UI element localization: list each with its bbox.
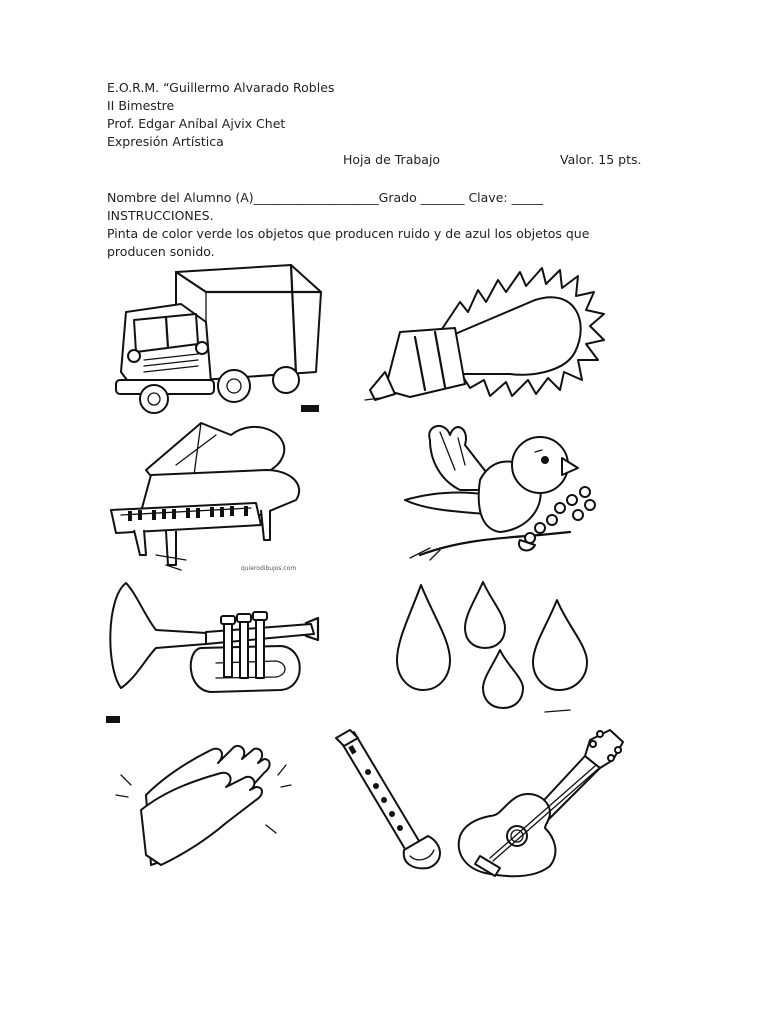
teacher-name: Prof. Edgar Aníbal Ajvix Chet [107, 116, 286, 131]
truck-icon [106, 262, 326, 417]
subject: Expresión Artística [107, 134, 224, 149]
piano-credit: quierodibujos.com [241, 565, 297, 572]
flute-icon [332, 728, 447, 878]
instructions-line-1: Pinta de color verde los objetos que producen ruido y de azul los objetos que [107, 226, 590, 241]
trumpet-icon [106, 578, 321, 728]
piano-icon [106, 415, 321, 575]
raindrops-icon [395, 580, 595, 720]
term: II Bimestre [107, 98, 175, 113]
sheet-title: Hoja de Trabajo [343, 152, 441, 167]
instructions-line-2: producen sonido. [107, 244, 215, 259]
bird-icon [400, 420, 605, 570]
worksheet-value: Valor. 15 pts. [560, 152, 642, 167]
instructions-heading: INSTRUCCIONES. [107, 208, 214, 223]
school-name: E.O.R.M. “Guillermo Alvarado Robles [107, 80, 335, 95]
guitar-icon [455, 728, 625, 878]
student-info-line: Nombre del Alumno (A)____________________Grado _______ Clave: _____ [107, 190, 543, 205]
chainsaw-icon [360, 262, 610, 417]
clapping-hands-icon [106, 735, 321, 880]
